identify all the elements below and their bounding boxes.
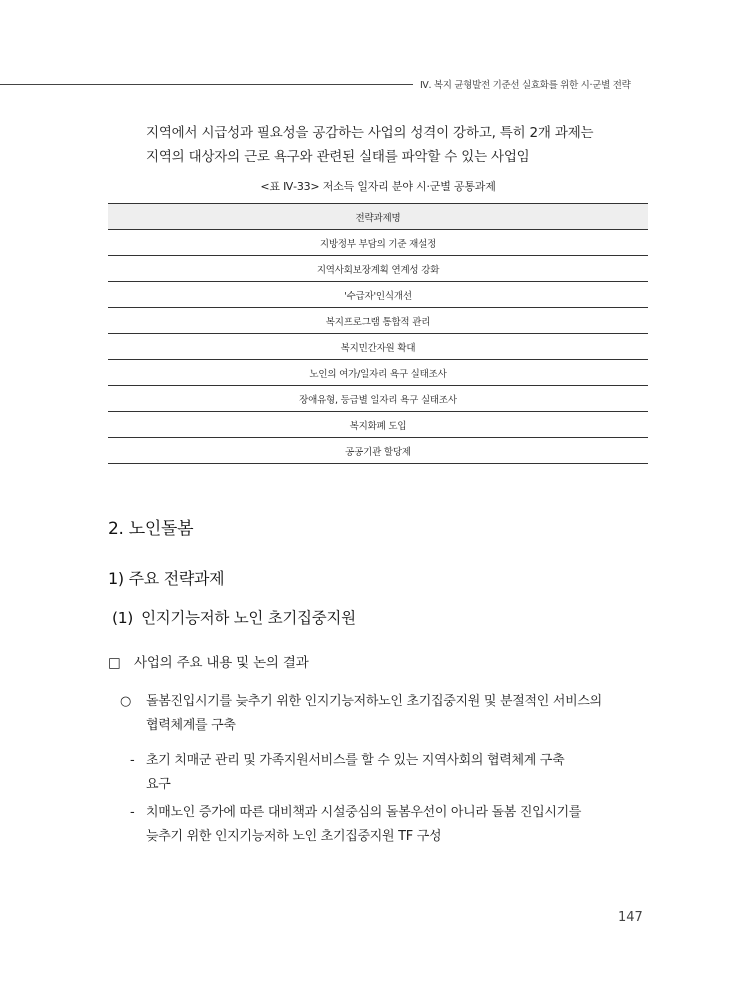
section-heading: 2. 노인돌봄: [108, 519, 194, 539]
bullet-line: 협력체계를 구축: [146, 718, 236, 733]
table-row: [108, 334, 648, 360]
table-row: [108, 412, 648, 438]
intro-line: 지역에서 시급성과 필요성을 공감하는 사업의 성격이 강하고, 특히 2개 과제는: [146, 125, 594, 141]
running-header: Ⅳ. 복지 균형발전 기준선 실효화를 위한 시·군별 전략: [420, 80, 631, 91]
table-cell: 지방정부 부담의 기준 재설정: [108, 230, 648, 256]
bullet-text: [146, 690, 660, 738]
circle-bullet-icon: ○: [120, 694, 132, 709]
subsection-heading: 1) 주요 전략과제: [108, 569, 225, 588]
dash-line: 치매노인 증가에 따른 대비책과 시설중심의 돌봄우선이 아니라 돌봄 진입시기를: [146, 805, 582, 820]
table-cell: 지역사회보장계획 연계성 강화: [108, 256, 648, 282]
table-header-row: [108, 204, 648, 230]
table-cell: 복지프로그램 통합적 관리: [108, 308, 648, 334]
table-row: [108, 230, 648, 256]
item-heading-title: 인지기능저하 노인 초기집중지원: [141, 609, 356, 627]
intro-line: 지역의 대상자의 근로 욕구와 관련된 실태를 파악할 수 있는 사업임: [146, 149, 530, 165]
table-cell: 노인의 여가/일자리 욕구 실태조사: [108, 360, 648, 386]
intro-paragraph: [146, 121, 656, 169]
table-row: [108, 360, 648, 386]
table-row: [108, 438, 648, 464]
table-cell: 장애유형, 등급별 일자리 욕구 실태조사: [108, 386, 648, 412]
dash-bullet-icon: -: [130, 753, 135, 768]
item-heading: [112, 606, 356, 628]
content-section-title: [108, 651, 309, 671]
square-bullet-icon: □: [108, 655, 121, 671]
table-header-cell: 전략과제명: [108, 204, 648, 230]
dash-line: 늦추기 위한 인지기능저하 노인 초기집중지원 TF 구성: [146, 829, 442, 844]
table-row: [108, 256, 648, 282]
table-cell: 복지화폐 도입: [108, 412, 648, 438]
table-row: [108, 386, 648, 412]
content-section-text: 사업의 주요 내용 및 논의 결과: [134, 655, 309, 671]
dash-line: 초기 치매군 관리 및 가족지원서비스를 할 수 있는 지역사회의 협력체계 구축: [146, 753, 565, 768]
table-cell: '수급자'인식개선: [108, 282, 648, 308]
common-tasks-table: [108, 203, 648, 464]
table-row: [108, 308, 648, 334]
dash-item: [130, 749, 660, 797]
table-cell: 복지민간자원 확대: [108, 334, 648, 360]
table-cell: 공공기관 할당제: [108, 438, 648, 464]
dash-text: [146, 749, 660, 797]
item-heading-number: (1): [112, 609, 134, 627]
circle-bullet-item: [120, 690, 660, 738]
dash-item: [130, 801, 660, 849]
table-caption: <표 Ⅳ-33> 저소득 일자리 분야 시·군별 공통과제: [260, 180, 496, 193]
dash-text: [146, 801, 660, 849]
page-number: 147: [618, 910, 643, 925]
dash-bullet-icon: -: [130, 805, 135, 820]
bullet-line: 돌봄진입시기를 늦추기 위한 인지기능저하노인 초기집중지원 및 분절적인 서비스의: [146, 694, 602, 709]
table-row: [108, 282, 648, 308]
header-rule: [0, 84, 413, 85]
dash-line: 요구: [146, 777, 171, 792]
